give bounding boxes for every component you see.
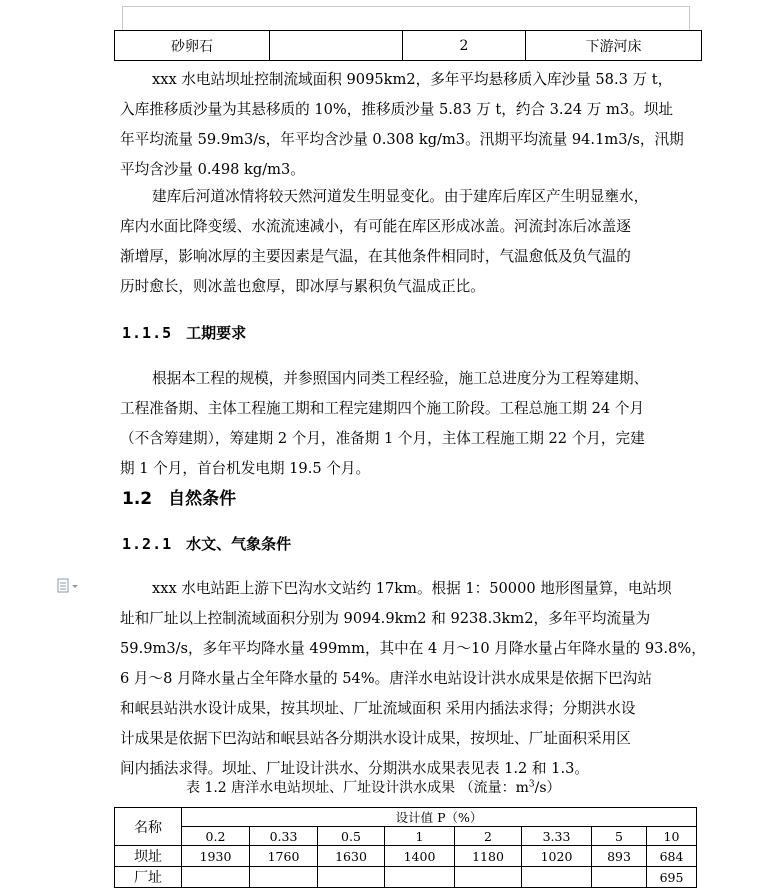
table-cell: 1020	[522, 846, 592, 867]
p-header: 10	[647, 827, 697, 846]
text-line: 平均含沙量 0.498 kg/m3。	[120, 161, 305, 178]
text-line: 历时愈长，则冰盖也愈厚，即冰厚与累积负气温成正比。	[120, 278, 485, 295]
table-cell	[270, 31, 403, 61]
text-line: （不含筹建期），筹建期 2 个月，准备期 1 个月，主体工程施工期 22 个月，完建	[120, 430, 645, 447]
p-header: 5	[592, 827, 647, 846]
table-cell	[182, 867, 250, 888]
row-name: 坝址	[115, 846, 182, 867]
table-cell: 684	[647, 846, 697, 867]
p-header: 0.2	[182, 827, 250, 846]
p-header: 0.33	[250, 827, 318, 846]
table-row	[115, 31, 702, 61]
table-cell: 893	[592, 846, 647, 867]
paragraph-schedule	[120, 364, 690, 484]
text-line: 期 1 个月，首台机发电期 19.5 个月。	[120, 460, 371, 477]
table-cell	[522, 867, 592, 888]
heading-1-2	[122, 484, 236, 509]
text-line: 工程准备期、主体工程施工期和工程完建期四个施工阶段。工程总施工期 24 个月	[120, 400, 645, 417]
heading-number: 1.1.5	[122, 324, 173, 342]
table-cell	[250, 867, 318, 888]
text-line: xxx 水电站距上游下巴沟水文站约 17km。根据 1：50000 地形图量算，电站坝	[152, 580, 672, 597]
table-cell: 2	[403, 31, 526, 61]
flood-table	[114, 807, 697, 888]
table-row	[115, 867, 697, 888]
text-line: 6 月～8 月降水量占全年降水量的 54%。唐洋水电站设计洪水成果是依据下巴沟站	[120, 670, 652, 687]
text-line: 和岷县站洪水设计成果，按其坝址、厂址流域面积 采用内插法求得；分期洪水设	[120, 700, 636, 717]
heading-1-2-1	[122, 533, 291, 554]
table-cell: 1930	[182, 846, 250, 867]
table-cell: 695	[647, 867, 697, 888]
document-note-icon[interactable]	[56, 578, 82, 594]
table-cell: 下游河床	[526, 31, 702, 61]
table-caption	[186, 777, 561, 797]
text-line: 年平均流量 59.9m3/s，年平均含沙量 0.308 kg/m3。汛期平均流量 94.1m3/s，汛期	[120, 131, 684, 148]
text-line: 根据本工程的规模，并参照国内同类工程经验，施工总进度分为工程筹建期、	[152, 370, 649, 387]
p-header: 0.5	[318, 827, 385, 846]
text-line: 址和厂址以上控制流域面积分别为 9094.9km2 和 9238.3km2，多年平均流量为	[120, 610, 651, 627]
table-cell: 1180	[455, 846, 522, 867]
paragraph-ice	[120, 182, 690, 302]
p-header: 1	[385, 827, 455, 846]
text-line: 间内插法求得。坝址、厂址设计洪水、分期洪水成果表见表 1.2 和 1.3。	[120, 760, 589, 777]
text-line: xxx 水电站坝址控制流域面积 9095km2，多年平均悬移质入库沙量 58.3 万 t，	[152, 71, 673, 88]
p-header: 3.33	[522, 827, 592, 846]
heading-number: 1.2.1	[122, 535, 173, 553]
text-line: 建库后河道冰情将较天然河道发生明显变化。由于建库后库区产生明显壅水，	[152, 188, 649, 205]
caption-sup: 3	[528, 779, 535, 790]
text-line: 渐增厚，影响冰厚的主要因素是气温，在其他条件相同时，气温愈低及负气温的	[120, 248, 631, 265]
text-line: 库内水面比降变缓、水流流速减小，有可能在库区形成冰盖。河流封冻后冰盖逐	[120, 218, 631, 235]
paragraph-hydrology	[120, 574, 706, 784]
text-line: 计成果是依据下巴沟站和岷县站各分期洪水设计成果，按坝址、厂址面积采用区	[120, 730, 631, 747]
table-header-row	[115, 808, 697, 827]
table-cell: 1400	[385, 846, 455, 867]
heading-text: 自然条件	[168, 489, 237, 509]
heading-1-1-5	[122, 322, 246, 343]
p-header: 2	[455, 827, 522, 846]
table-row	[115, 846, 697, 867]
soil-table	[114, 30, 702, 61]
table-top-frame	[122, 6, 690, 31]
text-line: 入库推移质沙量为其悬移质的 10%，推移质沙量 5.83 万 t，约合 3.24 万 m3。坝址	[120, 101, 673, 118]
heading-text: 水文、气象条件	[186, 535, 292, 553]
table-cell: 1630	[318, 846, 385, 867]
table-cell	[592, 867, 647, 888]
text-line: 59.9m3/s，多年平均降水量 499mm，其中在 4 月～10 月降水量占年降水量的 93.8%，	[120, 640, 706, 657]
caption-tail: /s）	[534, 780, 561, 796]
table-cell: 1760	[250, 846, 318, 867]
heading-number: 1.2	[122, 489, 153, 509]
table-cell	[455, 867, 522, 888]
heading-text: 工期要求	[186, 324, 247, 342]
table-cell	[385, 867, 455, 888]
caption-text: 表 1.2 唐洋水电站坝址、厂址设计洪水成果 （流量：m	[186, 780, 529, 796]
table-cell: 砂卵石	[115, 31, 270, 61]
table-cell	[318, 867, 385, 888]
design-header: 设计值 P（%）	[182, 808, 697, 827]
row-name: 厂址	[115, 867, 182, 888]
name-header: 名称	[115, 808, 182, 846]
paragraph-sediment	[120, 65, 690, 185]
table-header-row	[115, 827, 697, 846]
